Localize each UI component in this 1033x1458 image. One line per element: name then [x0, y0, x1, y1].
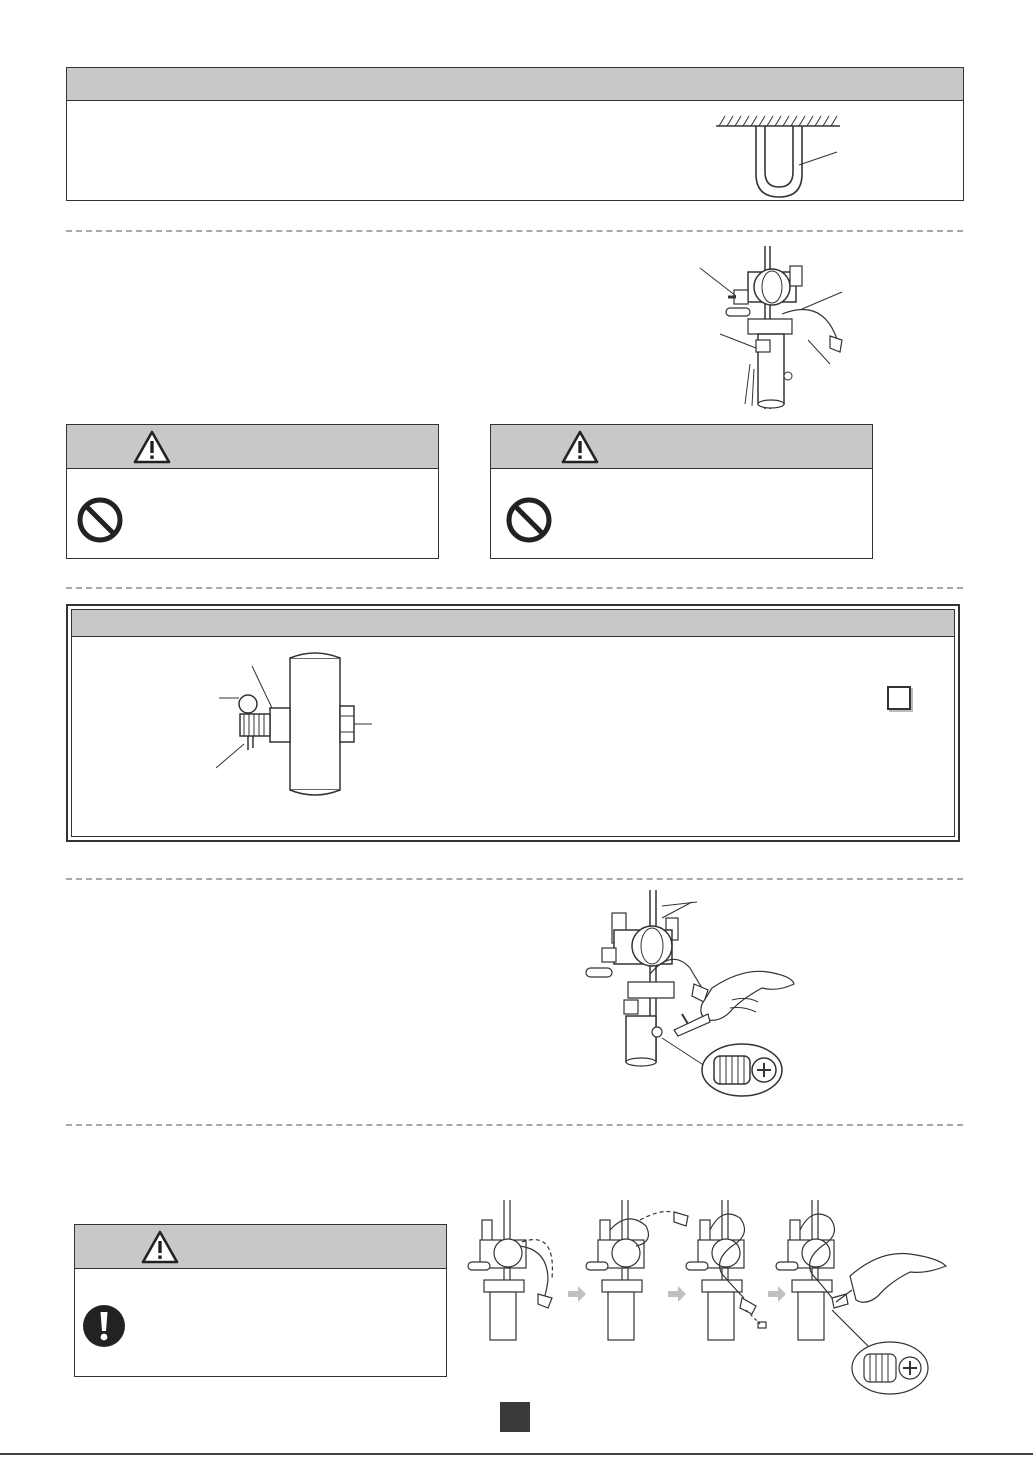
prohibition-icon	[504, 495, 554, 545]
warning-box-left-header	[67, 425, 438, 469]
section-divider	[66, 1124, 963, 1126]
section-divider	[66, 587, 963, 589]
warning-triangle-icon	[561, 430, 599, 464]
page-number-marker	[500, 1402, 530, 1432]
note-box-double-header	[72, 610, 954, 637]
note-box-double-inner	[71, 609, 955, 837]
step-4	[776, 1200, 946, 1394]
step-3	[686, 1200, 766, 1340]
mount-bracket-illustration	[690, 244, 870, 414]
right-arrow-icon	[668, 1286, 686, 1302]
prohibition-icon	[75, 495, 125, 545]
warning-box-right-header	[491, 425, 872, 469]
right-arrow-icon	[568, 1286, 586, 1302]
warning-triangle-icon	[141, 1230, 179, 1264]
warning-triangle-icon	[133, 430, 171, 464]
section-divider	[66, 878, 963, 880]
caution-box-bottom	[74, 1224, 447, 1377]
cable-loop-illustration	[713, 112, 853, 202]
checkbox[interactable]	[887, 686, 911, 710]
mandatory-action-icon	[81, 1303, 127, 1349]
note-box-double-outer	[66, 604, 960, 842]
warning-box-right	[490, 424, 873, 559]
wiring-sequence-illustration	[460, 1190, 960, 1415]
caution-box-bottom-header	[75, 1225, 446, 1269]
step-1	[468, 1200, 552, 1340]
step-2	[586, 1200, 688, 1340]
note-box-top	[66, 67, 964, 201]
pipe-bolt-illustration	[144, 646, 394, 796]
right-arrow-icon	[768, 1286, 786, 1302]
section-divider	[66, 230, 963, 232]
warning-box-left	[66, 424, 439, 559]
ground-screw-illustration	[572, 888, 812, 1098]
bottom-rule	[0, 1453, 1033, 1455]
note-box-top-header	[67, 68, 963, 101]
